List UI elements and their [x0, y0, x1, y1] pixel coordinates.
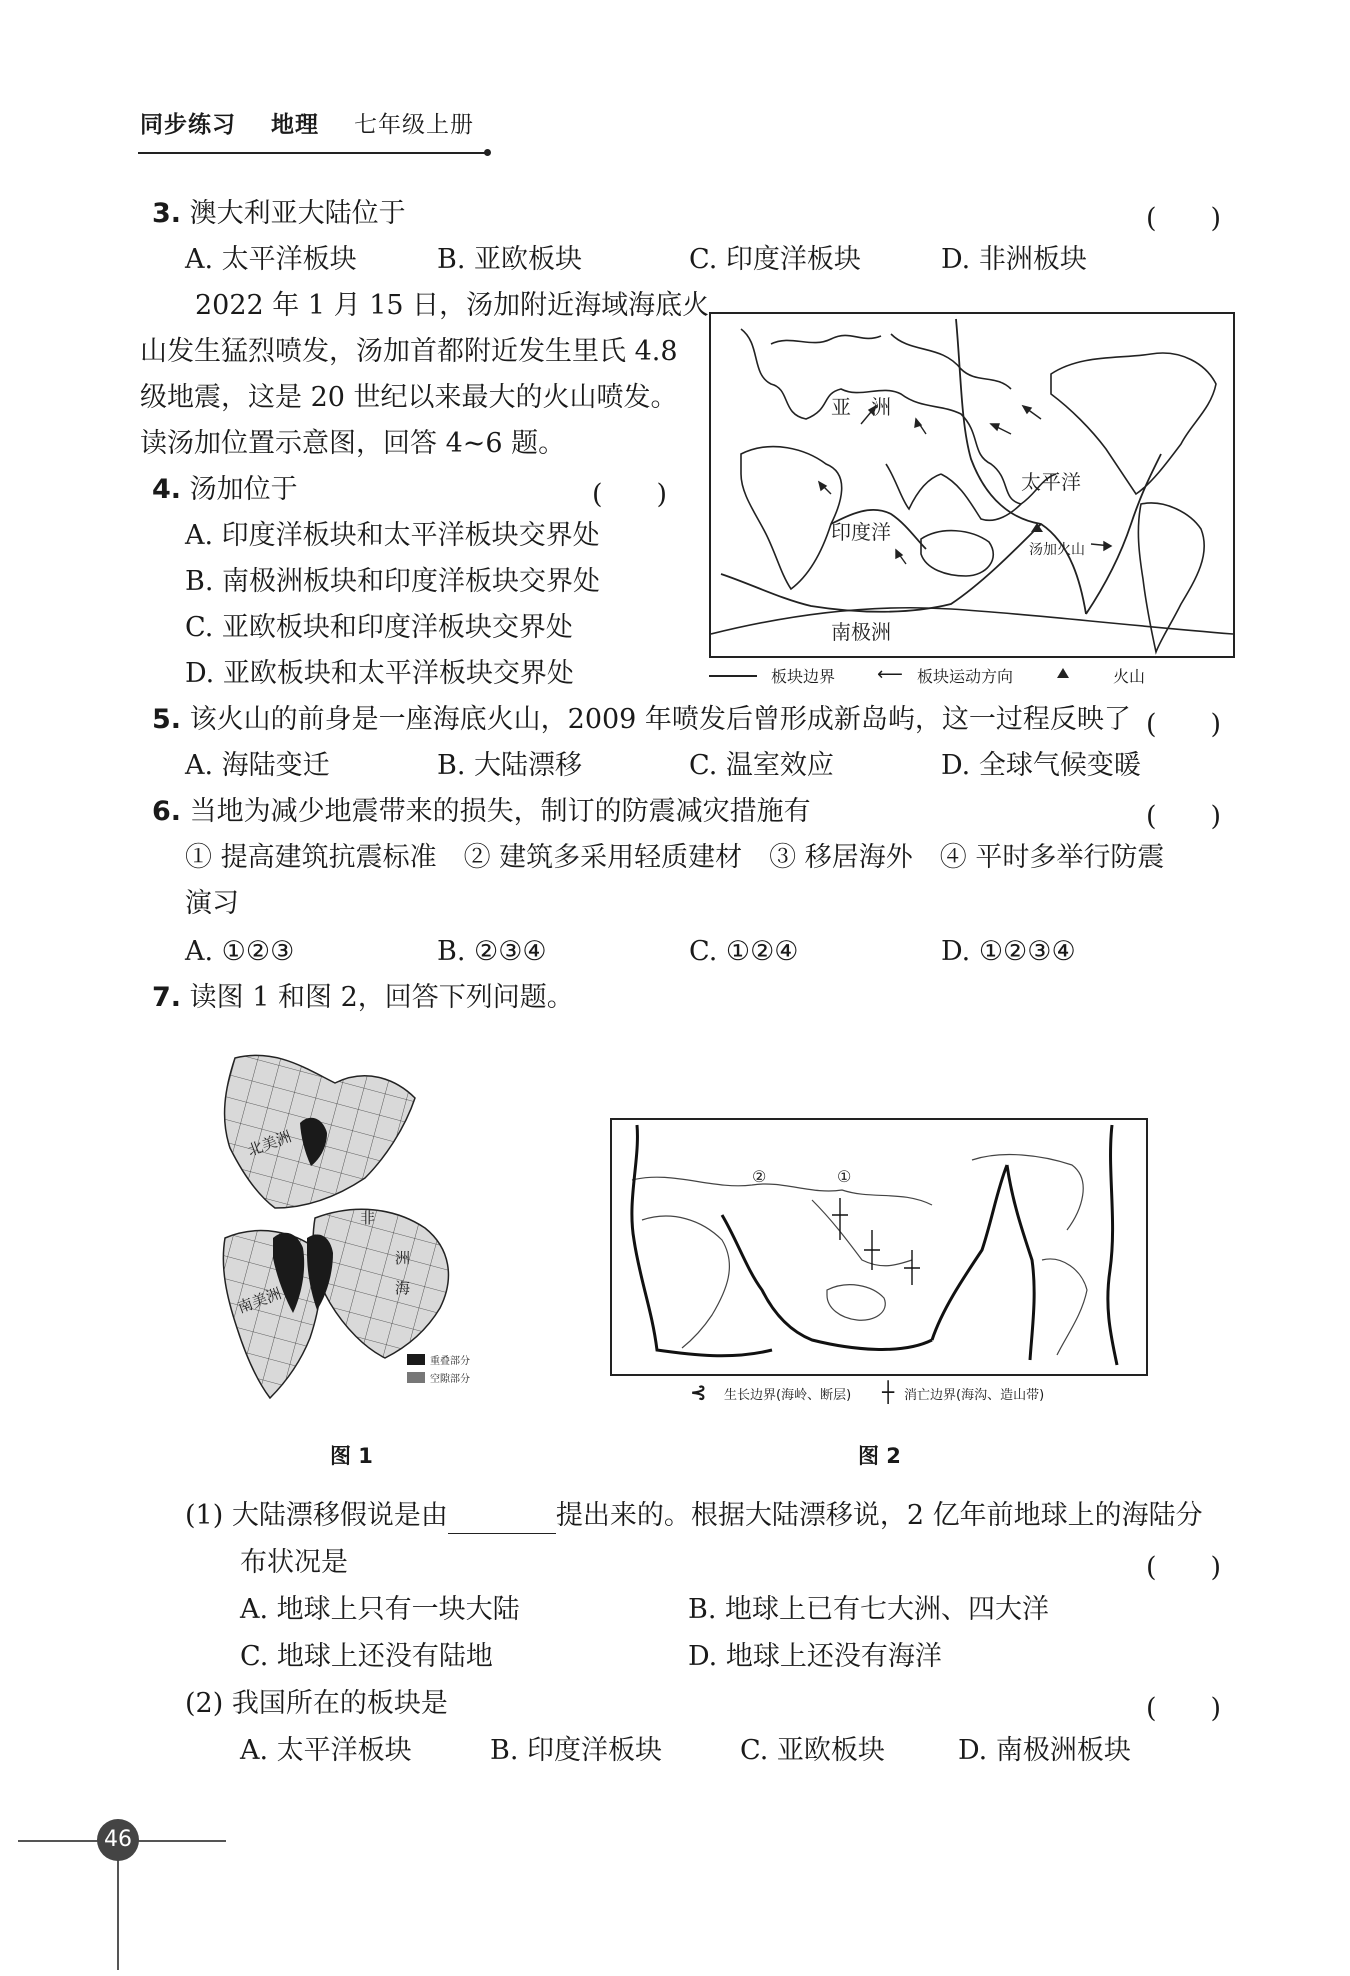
q7-sub1-option-c: C. 地球上还没有陆地	[240, 1641, 493, 1672]
q6-options	[185, 934, 1193, 970]
fig1-label-north-america: 北美洲	[245, 1127, 294, 1160]
figure-2-caption: 图 2	[858, 1444, 901, 1468]
q7-sub2-options	[240, 1733, 1131, 1769]
q7-sub2-stem: (2) 我国所在的板块是	[185, 1688, 448, 1719]
header-grade: 七年级上册	[354, 112, 475, 138]
legend-boundary-label: 板块边界	[771, 667, 836, 686]
q4-option-a: A. 印度洋板块和太平洋板块交界处	[185, 520, 600, 551]
q5-answer-paren: ( )	[1146, 709, 1222, 740]
fig2-marker-2: ②	[752, 1167, 767, 1186]
tonga-location-map	[709, 312, 1235, 658]
fig1-label-sea: 海	[395, 1279, 411, 1297]
q6-items-line-2: 演习	[185, 888, 239, 919]
q5-stem: 5. 该火山的前身是一座海底火山，2009 年喷发后曾形成新岛屿，这一过程反映了	[152, 704, 1131, 735]
legend-arrow-icon: ⟵	[877, 664, 903, 685]
q7-sub1-answer-paren: ( )	[1146, 1552, 1222, 1583]
legend-volcano-label: 火山	[1113, 667, 1146, 686]
q3-answer-paren: ( )	[1146, 203, 1222, 234]
figure-2-plate-boundaries-map	[610, 1118, 1148, 1376]
intro-line-2: 山发生猛烈喷发，汤加首都附近发生里氏 4.8	[140, 336, 678, 367]
q7-sub2-option-a: A. 太平洋板块	[240, 1735, 412, 1766]
q5-option-c: C. 温室效应	[689, 750, 834, 781]
q3-stem: 3. 澳大利亚大陆位于	[152, 198, 406, 229]
figure-1-svg	[215, 1048, 480, 1403]
map1-label-pacific: 太平洋	[1021, 470, 1081, 494]
q7-sub2-option-c: C. 亚欧板块	[740, 1735, 885, 1766]
q7-stem: 7. 读图 1 和图 2，回答下列问题。	[152, 982, 574, 1013]
legend-volcano-icon	[1057, 668, 1069, 678]
fig2-legend-growth-label: 生长边界(海岭、断层)	[724, 1388, 852, 1403]
q7-sub1-options-row2	[240, 1639, 1136, 1675]
q6-items-line-1: ① 提高建筑抗震标准 ② 建筑多采用轻质建材 ③ 移居海外 ④ 平时多举行防震	[185, 842, 1165, 873]
legend-boundary-swatch	[709, 675, 757, 677]
q6-answer-paren: ( )	[1146, 801, 1222, 832]
figure-2-svg	[612, 1120, 1146, 1374]
fig1-label-europe: 洲	[395, 1249, 411, 1267]
figure-1-continental-fit	[215, 1048, 480, 1403]
q5-options	[185, 748, 1193, 784]
page-number: 46	[97, 1819, 139, 1861]
q3-options	[185, 242, 1193, 278]
q4-option-c: C. 亚欧板块和印度洋板块交界处	[185, 612, 573, 643]
q4-stem: 4. 汤加位于	[152, 474, 298, 505]
q7-sub1-stem-cont: 布状况是	[240, 1547, 348, 1578]
tonga-map-svg	[711, 314, 1233, 656]
fig2-legend	[690, 1380, 1150, 1408]
q4-option-d: D. 亚欧板块和太平洋板块交界处	[185, 658, 574, 689]
q3-option-a: A. 太平洋板块	[185, 244, 357, 275]
map1-label-asia: 亚 洲	[831, 395, 891, 419]
q7-sub1-stem: (1) 大陆漂移假说是由 提出来的。根据大陆漂移说，2 亿年前地球上的海陆分	[185, 1498, 1203, 1534]
q3-option-c: C. 印度洋板块	[689, 244, 861, 275]
header-series: 同步练习	[140, 112, 236, 138]
header-rule-dot	[484, 149, 491, 156]
q7-sub2-option-b: B. 印度洋板块	[490, 1735, 663, 1766]
q5-option-a: A. 海陆变迁	[185, 750, 330, 781]
page-number-stem	[117, 1860, 119, 1970]
header-rule	[138, 152, 488, 154]
q7-sub2-option-d: D. 南极洲板块	[958, 1735, 1131, 1766]
fig2-legend-subduction-label: 消亡边界(海沟、造山带)	[904, 1388, 1045, 1403]
running-header	[140, 106, 500, 139]
q5-option-b: B. 大陆漂移	[437, 750, 583, 781]
intro-line-1: 2022 年 1 月 15 日，汤加附近海域海底火	[195, 290, 710, 321]
intro-line-3: 级地震，这是 20 世纪以来最大的火山喷发。	[140, 382, 678, 413]
legend-motion-label: 板块运动方向	[917, 667, 1014, 686]
q7-sub2-answer-paren: ( )	[1146, 1693, 1222, 1724]
fig1-legend-overlap-label: 重叠部分	[430, 1356, 470, 1367]
fig1-label-south-america: 南美洲	[235, 1284, 284, 1317]
q4-answer-paren: ( )	[592, 479, 668, 510]
subduction-boundary-icon: ┼	[882, 1380, 895, 1404]
fig2-marker-1: ①	[837, 1167, 852, 1186]
header-subject: 地理	[271, 112, 320, 138]
q4-option-b: B. 南极洲板块和印度洋板块交界处	[185, 566, 601, 597]
fig1-legend-overlap-swatch	[407, 1354, 425, 1365]
q7-sub1-option-d: D. 地球上还没有海洋	[688, 1641, 942, 1672]
map1-legend	[709, 664, 1231, 688]
growth-boundary-icon: ⊰	[690, 1380, 707, 1404]
map1-label-indian: 印度洋	[831, 520, 891, 544]
q7-sub1-options-row1	[240, 1592, 1136, 1628]
map1-label-antarctic: 南极洲	[831, 620, 891, 644]
q6-option-b: B. ②③④	[437, 936, 547, 967]
q7-sub1-fill-blank[interactable]	[448, 1505, 556, 1534]
q5-option-d: D. 全球气候变暖	[941, 750, 1141, 781]
figure-1-caption: 图 1	[330, 1444, 373, 1468]
q3-option-b: B. 亚欧板块	[437, 244, 583, 275]
q6-stem: 6. 当地为减少地震带来的损失，制订的防震减灾措施有	[152, 796, 811, 827]
q6-option-c: C. ①②④	[689, 936, 799, 967]
q3-option-d: D. 非洲板块	[941, 244, 1087, 275]
map1-label-tonga: 汤加火山	[1029, 542, 1085, 558]
q7-sub1-option-a: A. 地球上只有一块大陆	[240, 1594, 520, 1625]
intro-line-4: 读汤加位置示意图，回答 4~6 题。	[140, 428, 566, 459]
q7-sub1-option-b: B. 地球上已有七大洲、四大洋	[688, 1594, 1050, 1625]
q6-option-a: A. ①②③	[185, 936, 295, 967]
fig1-legend-gap-label: 空隙部分	[430, 1374, 470, 1385]
fig1-label-africa: 非	[360, 1209, 376, 1227]
q6-option-d: D. ①②③④	[941, 936, 1076, 967]
fig1-legend-gap-swatch	[407, 1372, 425, 1383]
